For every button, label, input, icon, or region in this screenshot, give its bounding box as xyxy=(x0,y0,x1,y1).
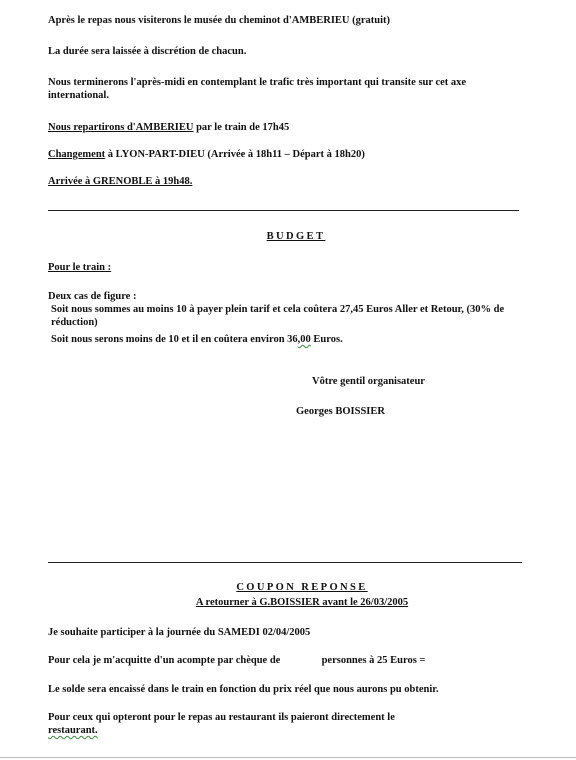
departure-text: par le train de 17h45 xyxy=(193,122,290,133)
budget-title: BUDGET xyxy=(266,231,326,242)
duration-text: La durée sera laissée à discrétion de chacun. xyxy=(48,46,247,57)
coupon-title: COUPON REPONSE xyxy=(236,582,368,593)
case-two-unit: Euros. xyxy=(310,334,343,345)
departure-label: Nous repartirons d'AMBERIEU xyxy=(48,122,194,133)
museum-visit-text: Après le repas nous visiterons le musée du cheminot d'AMBERIEU (gratuit) xyxy=(48,15,391,26)
departure-line xyxy=(48,121,289,134)
change-line xyxy=(48,148,365,161)
change-label: Changement xyxy=(48,149,106,160)
coupon-subtitle: A retourner à G.BOISSIER avant le 26/03/2005 xyxy=(195,597,409,608)
restaurant-text: Pour ceux qui opteront pour le repas au restaurant ils paieront directement le xyxy=(48,712,395,723)
case-two-text: Soit nous serons moins de 10 et il en coûtera environ 36 xyxy=(51,334,298,345)
participation-text: Je souhaite participer à la journée du SAMEDI 02/04/2005 xyxy=(48,627,311,638)
coupon-divider xyxy=(48,562,522,563)
organizer-line: Vôtre gentil organisateur xyxy=(312,376,425,387)
balance-text: Le solde sera encaissé dans le train en fonction du prix réel que nous aurons pu obtenir. xyxy=(48,684,439,695)
restaurant-word: restaurant. xyxy=(48,725,98,736)
arrival-label: Arrivée à GRENOBLE à 19h48. xyxy=(48,176,193,187)
case-one-text: Soit nous sommes au moins 10 à payer plein tarif et cela coûtera 27,45 Euros Aller et Retour, (30% de réduction) xyxy=(51,304,505,328)
organizer-name: Georges BOISSIER xyxy=(296,406,385,417)
deposit-amount-text: personnes à 25 Euros = xyxy=(321,655,426,666)
deposit-line xyxy=(48,654,425,667)
cases-intro: Deux cas de figure : xyxy=(48,291,137,302)
traffic-text: Nous terminerons l'après-midi en contemplant le trafic très important qui transite sur cet axe international. xyxy=(48,77,467,101)
arrival-line xyxy=(48,175,192,188)
case-two-line xyxy=(51,333,343,346)
train-label: Pour le train : xyxy=(48,262,112,273)
case-two-decimal: ,00 xyxy=(297,334,311,345)
change-text: à LYON-PART-DIEU (Arrivée à 18h11 – Départ à 18h20) xyxy=(105,149,365,160)
deposit-text: Pour cela je m'acquitte d'un acompte par chèque de xyxy=(48,655,281,666)
page-edge xyxy=(0,757,576,758)
section-divider xyxy=(48,210,519,211)
